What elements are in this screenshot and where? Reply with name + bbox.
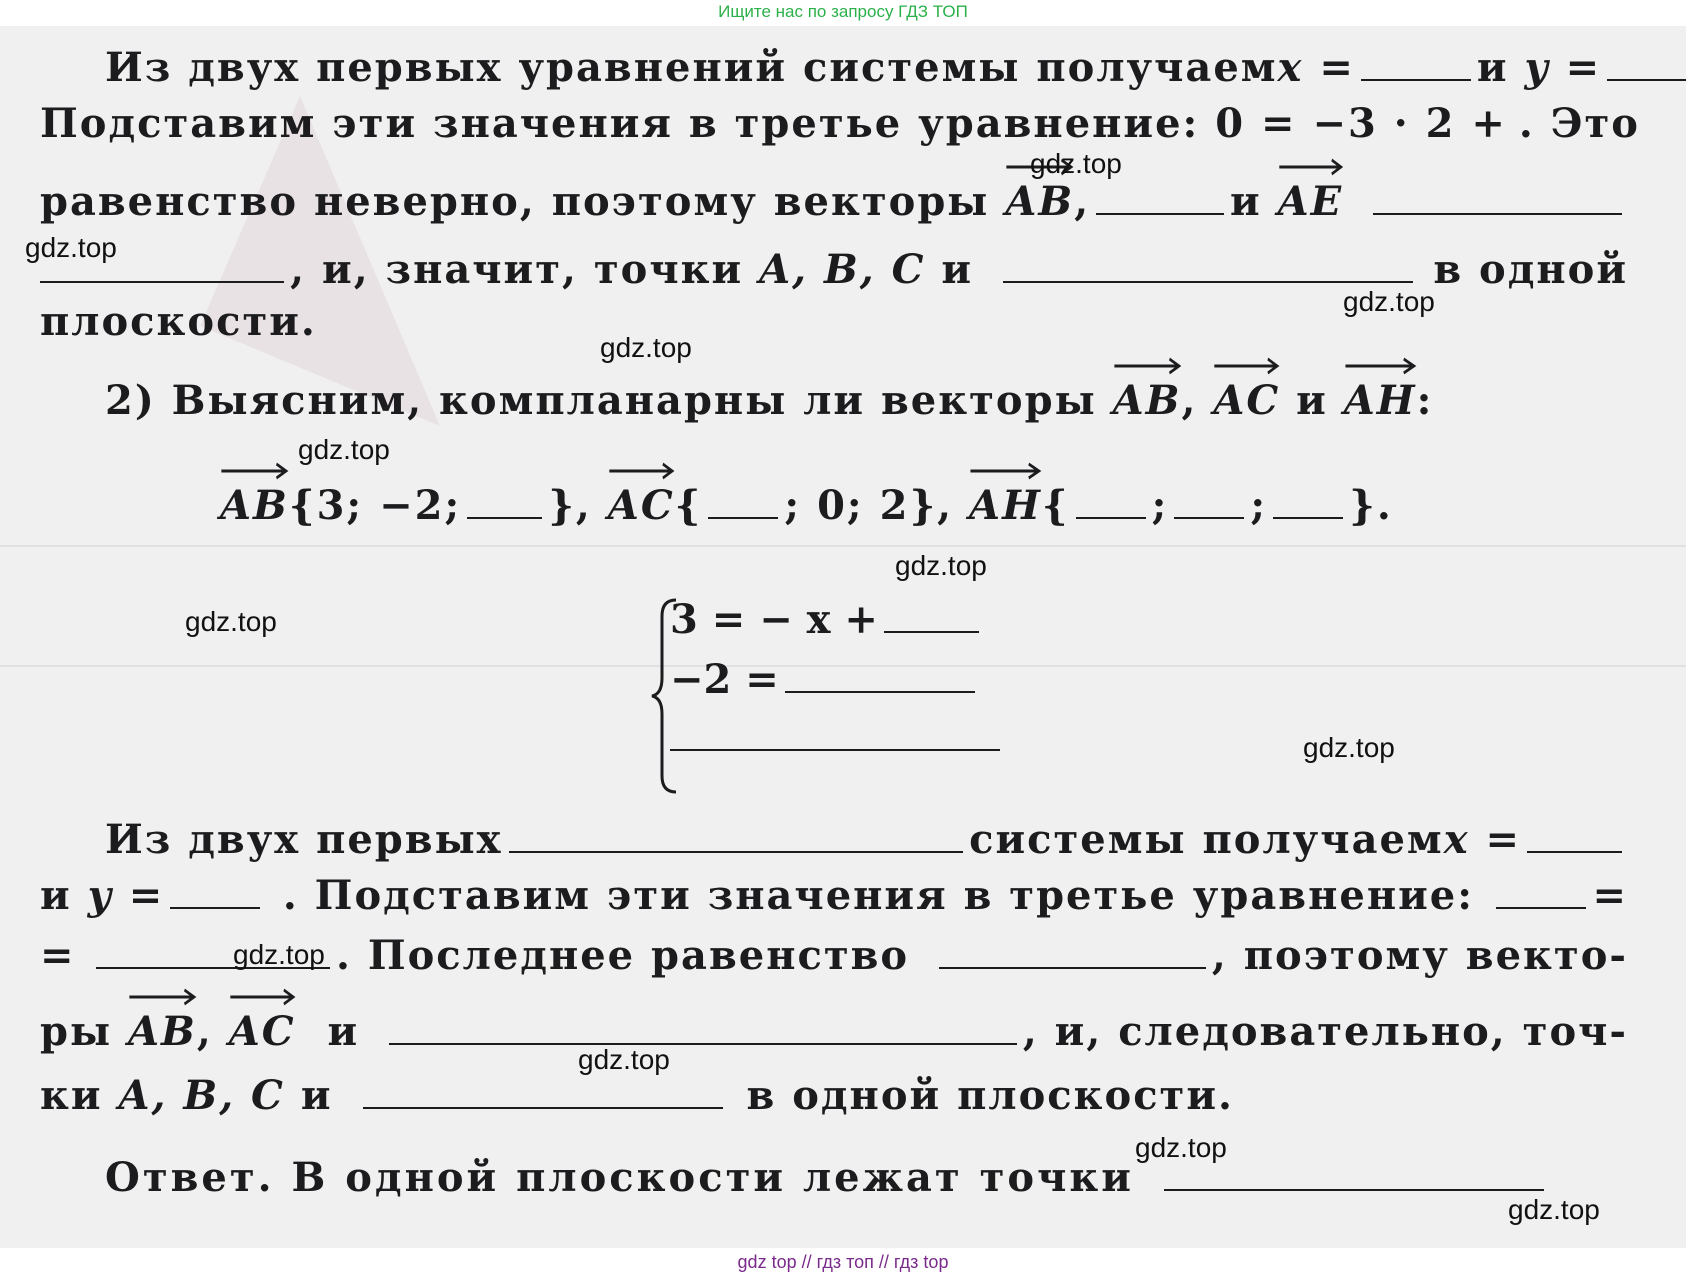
watermark: gdz.top [25,232,117,263]
para3-line4: ры AB , AC и , и, следовательно, точ- [40,1002,1628,1062]
answer-blank[interactable] [363,1106,723,1109]
vector-coordinates-line: AB {3; −2; }, AC { ; 0; 2}, AH { ; ; }. [220,476,1628,536]
answer-blank[interactable] [1373,212,1622,215]
para3-line2: и y = . Подставим эти значения в третье уравнение: = [40,872,1628,919]
answer-blank[interactable] [1607,78,1686,81]
watermark: gdz.top [895,550,987,581]
footer-links[interactable]: gdz top // гдз топ // гдз top [737,1252,949,1272]
watermark: gdz.top [578,1044,670,1075]
watermark: gdz.top [1030,148,1122,179]
answer-blank[interactable] [467,516,542,519]
vector-ab: AB [220,476,289,529]
watermark: gdz.top [233,939,325,970]
answer-blank[interactable] [670,748,1000,751]
watermark: gdz.top [185,606,277,637]
answer-blank[interactable] [1164,1188,1544,1191]
answer-blank[interactable] [1361,78,1471,81]
answer-blank[interactable] [708,516,778,519]
system-row-2: −2 = [670,656,981,703]
answer-blank[interactable] [1527,850,1622,853]
system-row-1: 3 = − x + [670,596,985,643]
vector-ac: AC [229,1002,296,1055]
answer-blank[interactable] [389,1042,1017,1045]
para1-line4: , и, значит, точки A, B, C и в одной [40,246,1628,306]
answer-blank[interactable] [40,280,284,283]
equation-system [650,596,1050,796]
answer-blank[interactable] [1003,280,1413,283]
answer-blank[interactable] [1174,516,1244,519]
para1-line3: равенство неверно, поэтому векторы AB , и AE [40,172,1628,232]
answer-blank[interactable] [509,850,964,853]
vector-ac: AC [1213,371,1280,424]
vector-ah: AH [1344,371,1417,424]
answer-blank[interactable] [1496,906,1586,909]
vector-ae: AE [1278,172,1344,225]
watermark: gdz.top [600,332,692,363]
para3-line3: = . Последнее равенство , поэтому векто- [40,932,1628,979]
answer-blank[interactable] [884,630,979,633]
watermark: gdz.top [1343,286,1435,317]
para3-line5: ки A, B, C и в одной плоскости. [40,1072,1234,1119]
answer-blank[interactable] [1273,516,1343,519]
system-row-3 [670,714,1006,761]
top-banner[interactable]: Ищите нас по запросу ГДЗ ТОП [718,2,968,21]
para1-line5: плоскости. [40,298,317,345]
answer-blank[interactable] [170,906,260,909]
para1-line1: Из двух первых уравнений системы получаем x = и y = [105,44,1628,104]
answer-blank[interactable] [1096,212,1224,215]
answer-blank[interactable] [939,966,1206,969]
watermark: gdz.top [1135,1132,1227,1163]
para3-line1: Из двух первых системы получаем x = [105,816,1628,876]
vector-ab: AB [1113,371,1182,424]
vector-ac: AC [608,476,675,529]
answer-blank[interactable] [785,690,975,693]
part2-heading: 2) Выясним, компланарны ли векторы AB , AC и AH : [105,371,1628,431]
watermark: gdz.top [298,434,390,465]
answer-blank[interactable] [1076,516,1146,519]
textbook-page [0,26,1686,1248]
vector-ab: AB [128,1002,197,1055]
vector-ah: AH [969,476,1042,529]
vector-ab: AB [1005,172,1074,225]
watermark: gdz.top [1303,732,1395,763]
para1-line2: Подставим эти значения в третье уравнение: 0 = −3 · 2 + . Это [40,100,1640,147]
answer-line: Ответ. В одной плоскости лежат точки [105,1154,1628,1214]
watermark: gdz.top [1508,1194,1600,1225]
